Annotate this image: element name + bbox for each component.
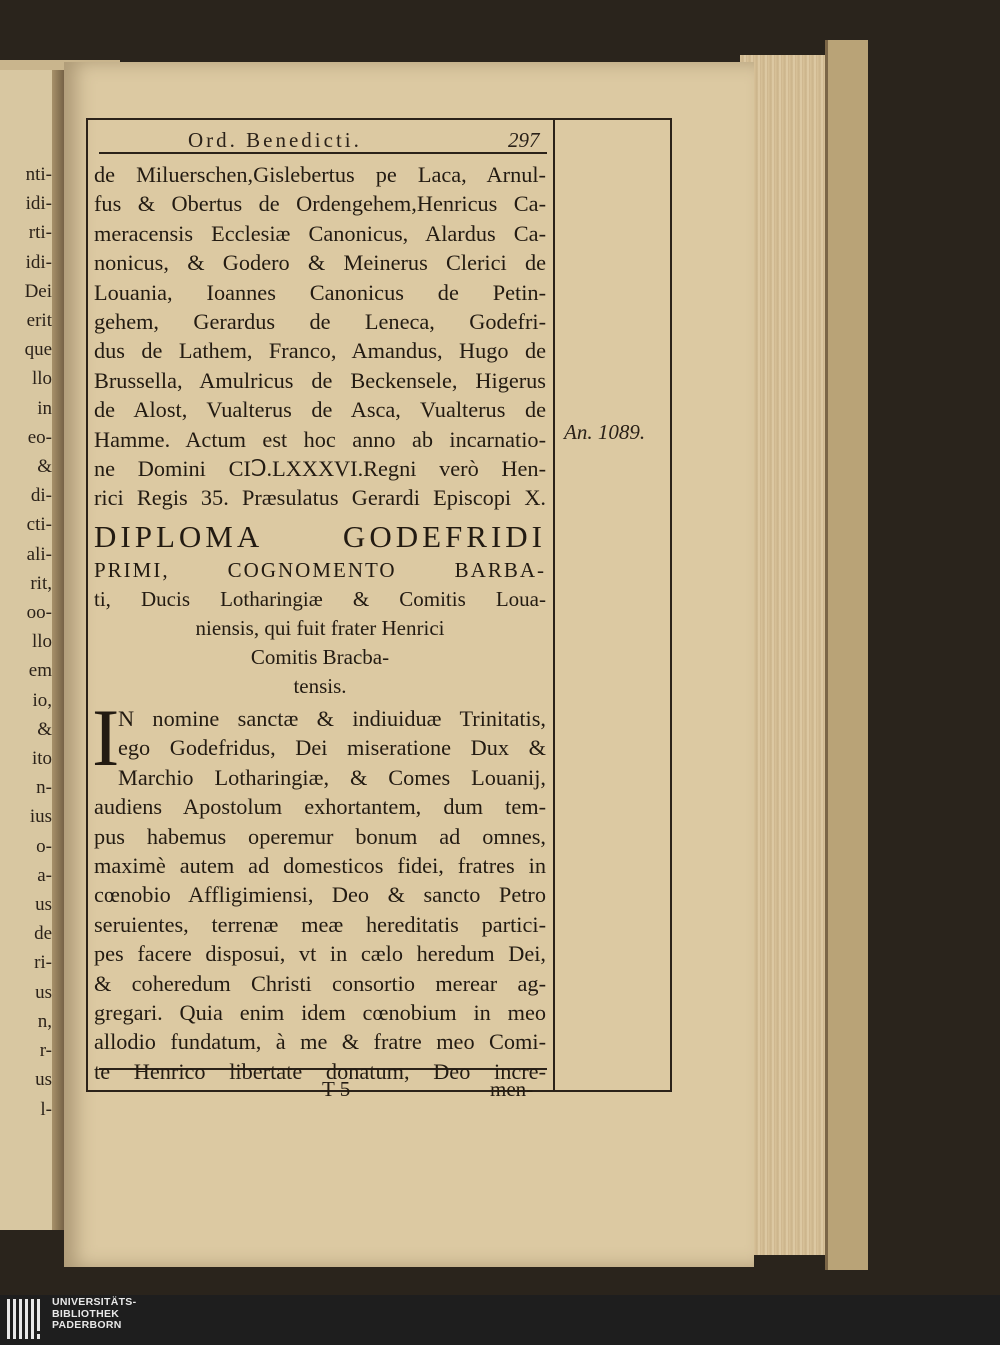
- text-line: meracensis Ecclesiæ Canonicus, Alardus Ca-: [94, 220, 546, 246]
- margin-fragment: io,: [32, 689, 52, 711]
- margin-fragment: rti-: [28, 222, 52, 244]
- margin-fragment: que: [24, 339, 52, 361]
- margin-fragment: de: [34, 923, 52, 945]
- page-number: 297: [508, 128, 540, 152]
- text-line: gehem, Gerardus de Leneca, Godefri-: [94, 309, 546, 335]
- page-edges: [740, 55, 835, 1255]
- body-text-top: [94, 160, 546, 513]
- text-line: Hamme. Actum est hoc anno ab incarnatio-: [94, 426, 546, 452]
- margin-fragment: eo-: [27, 426, 52, 448]
- library-logo-text: [52, 1297, 136, 1332]
- text-line: dus de Lathem, Franco, Amandus, Hugo de: [94, 338, 546, 364]
- section-title: [94, 518, 546, 701]
- body-text-diploma: [92, 692, 546, 1086]
- margin-fragment: di-: [30, 485, 52, 507]
- text-line: nonicus, & Godero & Meinerus Clerici de: [94, 250, 546, 276]
- catchword: men-: [490, 1077, 534, 1101]
- text-line: seruientes, terrenæ meæ hereditatis partici-: [94, 911, 546, 937]
- title-line: ti, Ducis Lotharingiæ & Comitis Loua-: [94, 587, 546, 611]
- text-line: ne Domini CIↃ.LXXXVI.Regni verò Hen-: [94, 456, 546, 482]
- book-cover-edge: [825, 40, 868, 1270]
- margin-fragment: ito: [31, 748, 52, 770]
- margin-fragment: ius: [29, 806, 52, 828]
- text-line: maximè autem ad domesticos fidei, fratres in: [94, 853, 546, 879]
- text-line: Marchio Lotharingiæ, & Comes Louanij,: [118, 764, 546, 790]
- margin-fragment: idi-: [25, 251, 52, 273]
- margin-fragment: idi-: [25, 193, 52, 215]
- text-line: cœnobio Affligimiensi, Deo & sancto Petro: [94, 882, 546, 908]
- margin-fragment: &: [37, 718, 52, 740]
- logo-line: PADERBORN: [52, 1319, 122, 1331]
- margin-fragment: em: [28, 660, 52, 682]
- text-line: de Miluerschen,Gislebertus pe Laca, Arnul-: [94, 162, 546, 187]
- text-line: & coheredum Christi consortio merear ag-: [94, 970, 546, 996]
- text-line: Louania, Ioannes Canonicus de Petin-: [94, 279, 546, 305]
- marginal-note: An. 1089.: [564, 420, 646, 444]
- margin-fragment: n-: [36, 777, 52, 799]
- margin-fragment: erit: [26, 310, 52, 332]
- text-line: fus & Obertus de Ordengehem,Henricus Ca-: [94, 191, 546, 217]
- text-line: de Alost, Vualterus de Asca, Vualterus de: [94, 397, 546, 423]
- margin-fragment: oo-: [26, 602, 52, 624]
- text-line: N nomine sanctæ & indiuiduæ Trinitatis,: [118, 706, 546, 731]
- text-line: pes facere disposui, vt in cælo heredum Dei,: [94, 941, 546, 967]
- margin-fragment: &: [37, 456, 52, 478]
- margin-fragment: us: [35, 1069, 52, 1091]
- margin-fragment: cti-: [26, 514, 52, 536]
- margin-fragment: llo: [31, 631, 52, 653]
- left-page: [0, 70, 58, 1230]
- title-line: tensis.: [293, 674, 347, 698]
- margin-fragment: r-: [39, 1040, 52, 1062]
- library-logo-icon: [6, 1297, 46, 1341]
- column-rule: [553, 118, 555, 1090]
- margin-fragment: l-: [40, 1098, 52, 1120]
- margin-fragment: ali-: [26, 543, 52, 565]
- logo-line: UNIVERSITÄTS-: [52, 1296, 137, 1308]
- margin-fragment: o-: [36, 835, 52, 857]
- text-line: te Henrico libertate donatum, Deo incre-: [94, 1058, 546, 1084]
- margin-fragment: n,: [37, 1010, 52, 1032]
- running-head: Ord. Benedicti.: [188, 128, 362, 152]
- margin-fragment: in: [37, 397, 52, 419]
- margin-fragment: Dei: [24, 280, 52, 302]
- text-line: audiens Apostolum exhortantem, dum tem-: [94, 794, 546, 820]
- text-line: allodio fundatum, à me & fratre meo Comi-: [94, 1029, 546, 1055]
- margin-fragment: llo: [31, 368, 52, 390]
- library-footer: [0, 1295, 1000, 1345]
- logo-line: BIBLIOTHEK: [52, 1307, 120, 1320]
- title-line: Comitis Bracba-: [250, 645, 390, 669]
- text-line: Brussella, Amulricus de Beckensele, Higerus: [94, 367, 546, 393]
- margin-fragment: nti-: [25, 164, 52, 185]
- margin-fragment: rit,: [30, 572, 52, 594]
- title-line: DIPLOMA GODEFRIDI: [94, 519, 546, 554]
- left-page-margin-text: [2, 160, 52, 1124]
- text-line: ego Godefridus, Dei miseratione Dux &: [118, 735, 546, 761]
- margin-fragment: a-: [37, 864, 52, 886]
- text-line: rici Regis 35. Præsulatus Gerardi Episcopi X.: [94, 485, 546, 511]
- title-line: PRIMI, COGNOMENTO BARBA-: [94, 558, 546, 582]
- text-line: pus habemus operemur bonum ad omnes,: [94, 823, 546, 849]
- title-line: niensis, qui fuit frater Henrici: [195, 616, 445, 640]
- margin-fragment: ri-: [34, 952, 52, 974]
- margin-fragment: us: [35, 981, 52, 1003]
- signature-mark: T 5: [322, 1077, 351, 1101]
- drop-capital: I: [92, 692, 120, 783]
- margin-fragment: us: [35, 894, 52, 916]
- text-line: gregari. Quia enim idem cœnobium in meo: [94, 1000, 546, 1026]
